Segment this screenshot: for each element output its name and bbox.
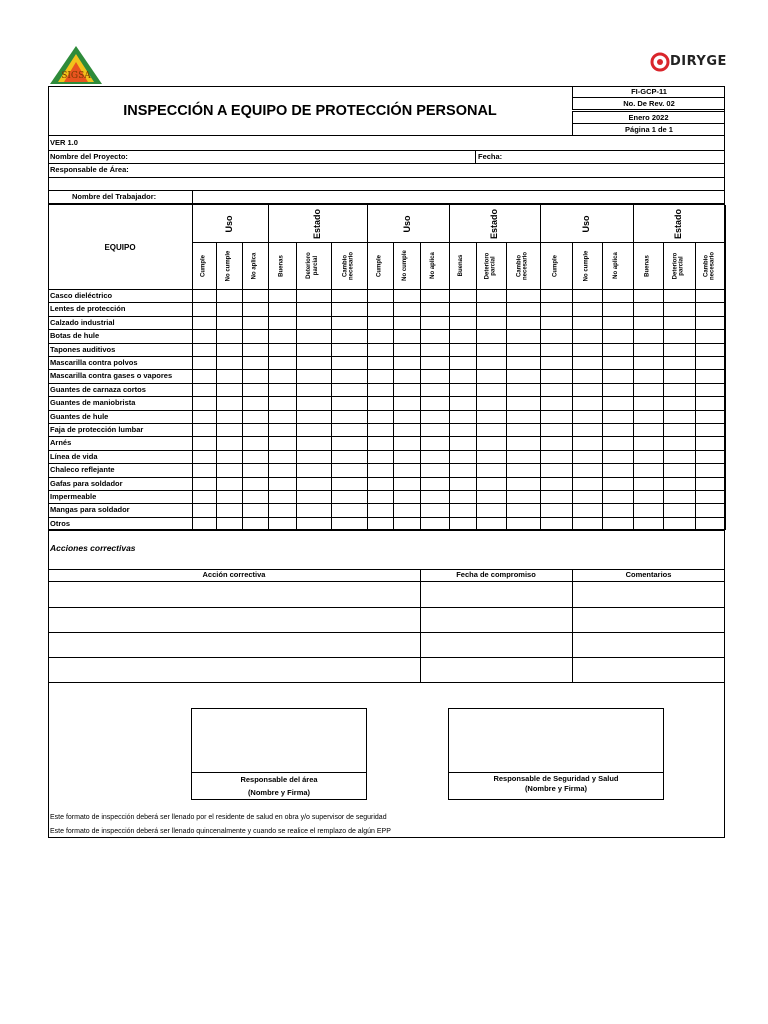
- sigsa-logo-text: SIGSA: [61, 71, 91, 81]
- subcolumn-header-2-3: No aplica: [430, 252, 437, 279]
- sigsa-logo: [48, 44, 104, 86]
- equipment-item-label: Guantes de carnaza cortos: [50, 384, 146, 394]
- equipment-item-label: Mangas para soldador: [50, 505, 130, 515]
- subcolumn-header-1-4: Buenas: [277, 254, 284, 277]
- subcolumn-header-1-6: Cambio necesario: [341, 251, 354, 280]
- equipment-item-label: Mascarilla contra polvos: [50, 358, 138, 367]
- subcolumn-header-1-1: Cumple: [199, 254, 206, 277]
- footer-note-1: Este formato de inspección deberá ser llenado por el residente de salud en obra y/o supervisor de seguridad: [50, 814, 387, 821]
- uso-group-header-2: Uso: [402, 215, 412, 233]
- comments-column-header: Comentarios: [625, 570, 672, 579]
- subcolumn-header-2-4: Buenas: [458, 254, 465, 277]
- subcolumn-header-3-5: Deterioro parcial: [671, 252, 684, 279]
- equipment-item-label: Calzado industrial: [50, 317, 115, 327]
- worker-name-label: Nombre del Trabajador:: [72, 192, 157, 201]
- equipment-item-label: Guantes de maniobrista: [50, 398, 136, 408]
- equipment-item-label: Lentes de protección: [50, 304, 126, 314]
- subcolumn-header-1-3: No aplica: [250, 252, 257, 279]
- dirgye-logo: [648, 50, 728, 74]
- area-responsible-signature-label: Responsable del área: [240, 775, 318, 784]
- area-responsible-signature-note: (Nombre y Firma): [247, 788, 311, 797]
- subcolumn-header-2-6: Cambio necesario: [515, 251, 528, 280]
- subcolumn-header-3-6: Cambio necesario: [702, 251, 715, 280]
- equipment-item-label: Chaleco reflejante: [50, 465, 115, 475]
- revision-number: No. De Rev. 02: [572, 98, 725, 110]
- equipment-item-label: Arnés: [50, 438, 72, 448]
- document-title: INSPECCIÓN A EQUIPO DE PROTECCIÓN PERSONAL: [123, 103, 497, 119]
- equipment-item-label: Tapones auditivos: [50, 344, 116, 354]
- revision-date: Enero 2022: [572, 111, 725, 124]
- equipment-item-label: Faja de protección lumbar: [50, 425, 144, 434]
- dirgye-logo-icon: [650, 52, 670, 72]
- subcolumn-header-3-1: Cumple: [551, 254, 558, 277]
- dirgye-logo-text: DIRYGE: [670, 54, 727, 69]
- project-name-label: Nombre del Proyecto:: [50, 152, 128, 161]
- equipment-item-label: Impermeable: [50, 492, 97, 501]
- subcolumn-header-3-2: No cumple: [582, 250, 589, 281]
- estado-group-header-1: Estado: [311, 208, 322, 239]
- safety-responsible-signature-label: Responsable de Seguridad y Salud: [493, 774, 619, 783]
- uso-group-header-1: Uso: [224, 215, 234, 233]
- version-label: VER 1.0: [50, 138, 78, 147]
- area-responsible-label: Responsable de Área:: [50, 165, 129, 174]
- subcolumn-header-3-4: Buenas: [643, 254, 650, 277]
- subcolumn-header-2-1: Cumple: [375, 254, 382, 277]
- uso-group-header-3: Uso: [580, 215, 591, 233]
- subcolumn-header-2-2: No cumple: [402, 250, 409, 281]
- corrective-action-column-header: Acción correctiva: [202, 570, 266, 579]
- document-code: FI-GCP-11: [572, 86, 725, 98]
- subcolumn-header-1-2: No cumple: [224, 250, 231, 281]
- estado-group-header-2: Estado: [488, 208, 499, 239]
- equipment-item-label: Mascarilla contra gases o vapores: [50, 371, 173, 381]
- equipment-item-label: Guantes de hule: [50, 411, 109, 421]
- subcolumn-header-3-3: No aplica: [613, 252, 620, 279]
- date-label: Fecha:: [478, 152, 503, 161]
- safety-responsible-signature-note: (Nombre y Firma): [524, 784, 588, 793]
- footer-note-2: Este formato de inspección deberá ser llenado quincenalmente y cuando se realice el remplazo de algún EPP: [50, 828, 391, 835]
- equipment-item-label: Otros: [50, 518, 71, 528]
- commitment-date-column-header: Fecha de compromiso: [456, 570, 536, 579]
- equipment-item-label: Casco dieléctrico: [50, 291, 113, 300]
- equipment-item-label: Gafas para soldador: [50, 478, 123, 488]
- page-number: Página 1 de 1: [572, 124, 725, 136]
- equipment-item-label: Línea de vida: [50, 451, 98, 461]
- estado-group-header-3: Estado: [673, 208, 683, 239]
- subcolumn-header-1-5: Deterioro parcial: [306, 252, 319, 279]
- equipment-item-label: Botas de hule: [50, 331, 100, 341]
- subcolumn-header-2-5: Deterioro parcial: [483, 252, 496, 279]
- equipment-column-header: EQUIPO: [104, 242, 136, 252]
- corrective-actions-title: Acciones correctivas: [50, 543, 136, 553]
